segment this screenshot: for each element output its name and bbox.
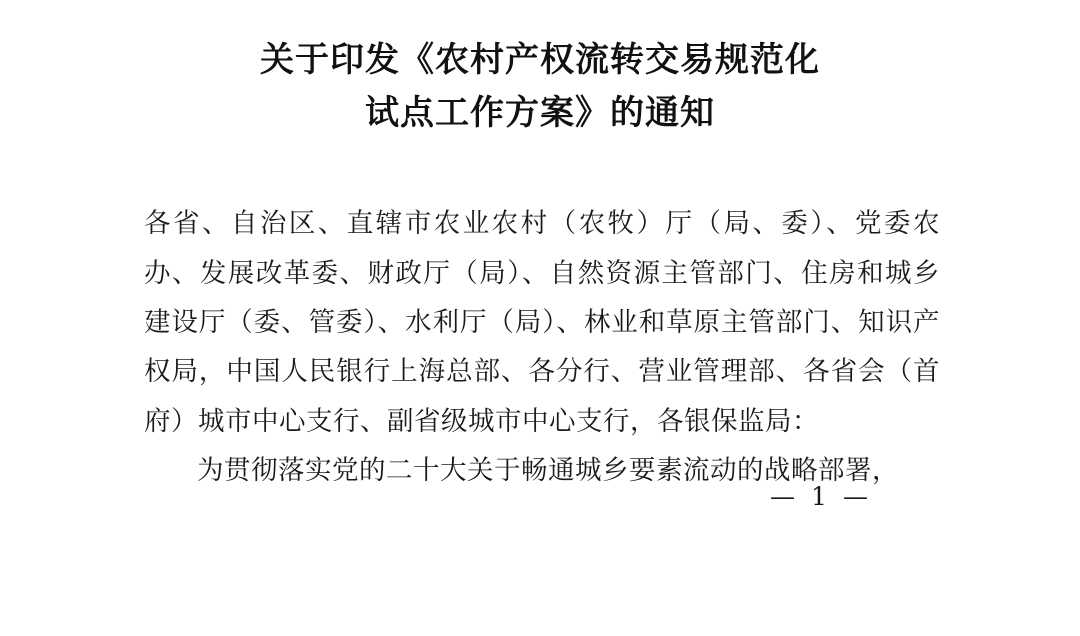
title-line-2: 试点工作方案》的通知 xyxy=(365,92,715,133)
page-title xyxy=(0,0,1080,139)
opening-paragraph: 为贯彻落实党的二十大关于畅通城乡要素流动的战略部署， xyxy=(197,454,899,486)
title-line-1: 关于印发《农村产权流转交易规范化 xyxy=(260,40,820,80)
document-body xyxy=(0,139,1080,495)
page-footer xyxy=(0,482,1080,511)
footer-dash-left: — xyxy=(770,482,798,511)
footer-dash-right: — xyxy=(842,482,870,511)
page-number-value: 1 xyxy=(811,482,829,511)
recipient-paragraph: 各省、自治区、直辖市农业农村（农牧）厅（局、委）、党委农办、发展改革委、财政厅（局）、自然资源主管部门、住房和城乡建设厅（委、管委）、水利厅（局）、林业和草原主管部门、知识产权局，中国人民银行上海总部、各分行、营业管理部、各省会（首府）城市中心支行、副省级城市中心支行，各银保监局： xyxy=(144,208,940,437)
